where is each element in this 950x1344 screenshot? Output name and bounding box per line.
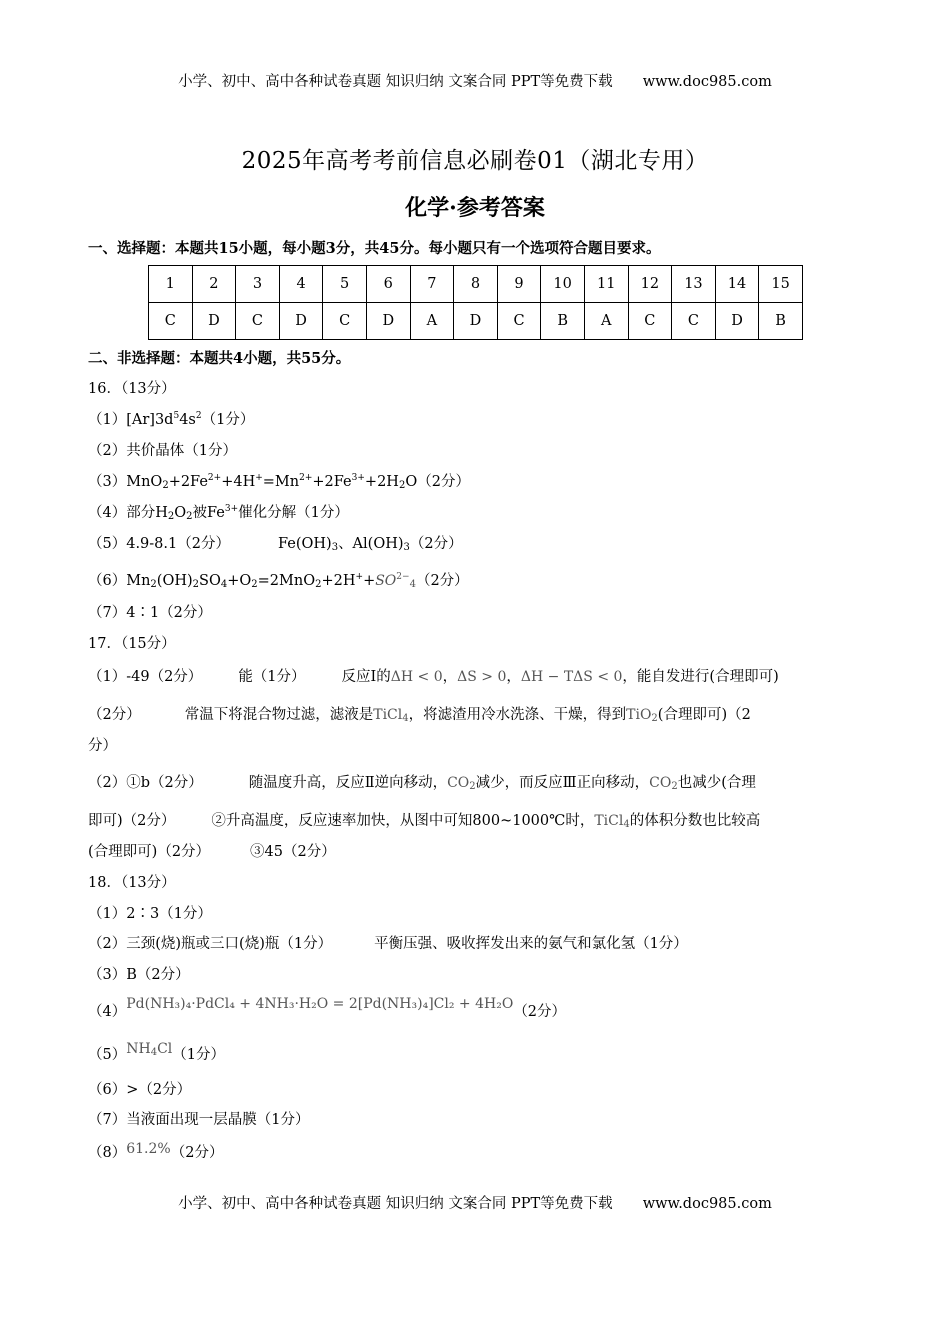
q18-answer-2: （2）三颈(烧)瓶或三口(烧)瓶（1分） 平衡压强、吸收挥发出来的氨气和氯化氢（1分） bbox=[88, 936, 688, 952]
q18-answer-6: （6）>（2分） bbox=[88, 1082, 192, 1098]
q18-answer-7: （7）当液面出现一层晶膜（1分） bbox=[88, 1112, 310, 1128]
question-number-cell: 9 bbox=[497, 266, 541, 303]
header-url[interactable]: www.doc985.com bbox=[642, 74, 772, 90]
footer-text: 小学、初中、高中各种试卷真题 知识归纳 文案合同 PPT等免费下载 bbox=[178, 1196, 613, 1212]
section-choice-heading: 一、选择题：本题共15小题，每小题3分，共45分。每小题只有一个选项符合题目要求。 bbox=[88, 240, 661, 257]
question-number-cell: 1 bbox=[149, 266, 193, 303]
sulfate-ion-formula: $SO^{2-}_4$ bbox=[375, 572, 416, 590]
answer-cell: D bbox=[715, 303, 759, 340]
q16-answer-2: （2）共价晶体（1分） bbox=[88, 443, 237, 459]
question-number-cell: 11 bbox=[584, 266, 628, 303]
page-subtitle: 化学·参考答案 bbox=[405, 195, 545, 221]
question-number-cell: 2 bbox=[192, 266, 236, 303]
answer-table-answer-row bbox=[149, 303, 803, 340]
answer-cell: B bbox=[759, 303, 803, 340]
question-number-cell: 6 bbox=[366, 266, 410, 303]
header-text: 小学、初中、高中各种试卷真题 知识归纳 文案合同 PPT等免费下载 bbox=[178, 74, 613, 90]
question-number-cell: 15 bbox=[759, 266, 803, 303]
page-header bbox=[0, 70, 950, 91]
answer-cell: A bbox=[410, 303, 454, 340]
answer-cell: D bbox=[192, 303, 236, 340]
answer-cell: C bbox=[497, 303, 541, 340]
question-number-cell: 12 bbox=[628, 266, 672, 303]
answer-cell: C bbox=[672, 303, 716, 340]
q18-answer-4: （4）Pd(NH₃)₄·PdCl₄ + 4NH₃·H₂O = 2[Pd(NH₃)₄]Cl₂ + 4H₂O（2分） bbox=[88, 996, 567, 1020]
answer-cell: D bbox=[279, 303, 323, 340]
section-nonchoice-heading: 二、非选择题：本题共4小题，共55分。 bbox=[88, 350, 351, 367]
q16-answer-1: $(1)[Ar]3d^54s^2(1$分） bbox=[88, 411, 255, 428]
q18-answer-5: $(5)NH_4Cl(1$分） bbox=[88, 1041, 226, 1063]
answer-cell: D bbox=[366, 303, 410, 340]
q16-answer-6: $(6)Mn_2(OH)_2SO_4+O_2=2MnO_2+2H^++SO^{2-}_4(2$分） bbox=[88, 572, 469, 590]
q18-heading: 18．（13分） bbox=[88, 875, 176, 891]
question-number-cell: 8 bbox=[454, 266, 498, 303]
answer-cell: A bbox=[584, 303, 628, 340]
question-number-cell: 14 bbox=[715, 266, 759, 303]
answer-cell: C bbox=[236, 303, 280, 340]
footer-url[interactable]: www.doc985.com bbox=[642, 1196, 772, 1212]
question-number-cell: 13 bbox=[672, 266, 716, 303]
q16-answer-4: （4）部分$H_2O_2$被$Fe^{3+}$催化分解（1分） bbox=[88, 504, 349, 522]
q16-heading: 16．（13分） bbox=[88, 381, 176, 397]
q18-answer-3: （3）B（2分） bbox=[88, 967, 190, 983]
question-number-cell: 7 bbox=[410, 266, 454, 303]
q17-line-2: （2分） 常温下将混合物过滤，滤液是TiCl$_4$，将滤渣用冷水洗涤、干燥，得到TiO$_2$(合理即可)（2 bbox=[88, 707, 751, 724]
answer-cell: C bbox=[149, 303, 193, 340]
q17-line-3: 分） bbox=[88, 738, 117, 754]
question-number-cell: 4 bbox=[279, 266, 323, 303]
q17-line-4: （2）①b（2分） 随温度升高，反应Ⅱ逆向移动，$CO_2$减少，而反应Ⅲ正向移动，$CO_2$也减少(合理 bbox=[88, 775, 756, 792]
question-number-cell: 10 bbox=[541, 266, 585, 303]
question-number-cell: 5 bbox=[323, 266, 367, 303]
q17-line-6: (合理即可)（2分） ③45（2分） bbox=[88, 844, 336, 860]
answer-cell: C bbox=[323, 303, 367, 340]
question-number-cell: 3 bbox=[236, 266, 280, 303]
page-title: 2025年高考考前信息必刷卷01（湖北专用） bbox=[241, 148, 709, 174]
q17-line-5: 即可)（2分） ②升高温度，反应速率加快，从图中可知800~1000℃时，TiCl$_4$的体积分数也比较高 bbox=[88, 813, 761, 830]
q16-answer-3: $(3)MnO_2+2Fe^{2+}+4H^+=Mn^{2+}+2Fe^{3+}+2H_2O(2$分） bbox=[88, 473, 470, 491]
q17-heading: 17．（15分） bbox=[88, 636, 176, 652]
q17-line-1: （1）-49（2分） 能（1分） 反应Ⅰ的ΔH < 0，ΔS > 0，ΔH − TΔS < 0，能自发进行(合理即可) bbox=[88, 669, 779, 685]
page-footer bbox=[0, 1192, 950, 1213]
answer-table-number-row bbox=[149, 266, 803, 303]
q16-answer-5: （5）4.9-8.1（2分） $Fe(OH)_3$、$Al(OH)_3(2$分） bbox=[88, 536, 463, 553]
q18-answer-1: （1）2∶3（1分） bbox=[88, 906, 212, 922]
answer-table bbox=[148, 265, 803, 340]
answer-cell: D bbox=[454, 303, 498, 340]
palladium-equation: Pd(NH₃)₄·PdCl₄ + 4NH₃·H₂O = 2[Pd(NH₃)₄]Cl₂ + 4H₂O bbox=[126, 996, 514, 1012]
answer-cell: B bbox=[541, 303, 585, 340]
q16-answer-7: （7）4∶1（2分） bbox=[88, 605, 212, 621]
answer-cell: C bbox=[628, 303, 672, 340]
q18-answer-8: （8）61.2%（2分） bbox=[88, 1141, 224, 1161]
